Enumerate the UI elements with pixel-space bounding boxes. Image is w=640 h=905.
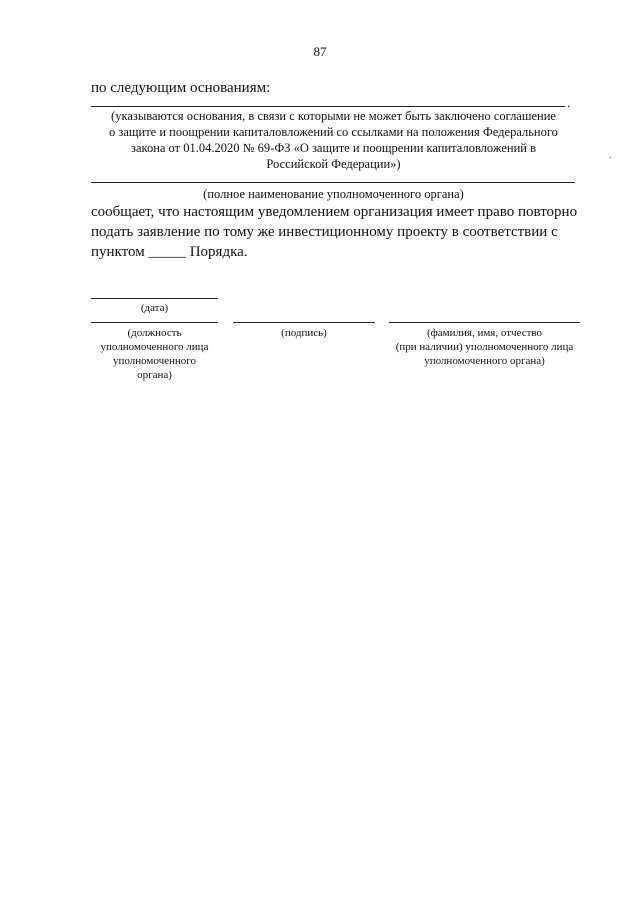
position-caption <box>91 326 218 382</box>
position-caption-line: (должность <box>127 327 182 339</box>
grounds-line-end: . <box>567 95 571 110</box>
margin-mark: . <box>609 150 612 161</box>
grounds-caption-line: о защите и поощрении капиталовложений со ссылками на положения Федерального <box>109 125 558 139</box>
full-name-caption-line: (при наличии) уполномоченного лица <box>395 341 574 353</box>
authority-caption: (полное наименование уполномоченного органа) <box>203 187 464 201</box>
full-name-caption-line: уполномоченного органа) <box>424 355 545 367</box>
notice-body <box>91 202 580 262</box>
signature-caption-line: (подпись) <box>281 327 327 339</box>
notice-body-line: сообщает, что настоящим уведомлением организация имеет право повторно <box>91 204 578 220</box>
notice-body-line: пунктом _____ Порядка. <box>91 244 248 260</box>
date-caption: (дата) <box>140 302 169 314</box>
signature-caption <box>233 326 375 340</box>
signature-line <box>233 322 375 323</box>
grounds-caption-line: (указываются основания, в связи с которыми не может быть заключено соглашение <box>111 109 556 123</box>
position-caption-line: уполномоченного лица <box>100 341 209 353</box>
full-name-caption <box>389 326 580 368</box>
position-caption-line: органа) <box>137 369 172 381</box>
full-name-line <box>389 322 580 323</box>
authority-line <box>91 182 575 183</box>
grounds-caption-line: закона от 01.04.2020 № 69-ФЗ «О защите и поощрении капиталовложений в <box>131 141 536 155</box>
page-number: 87 <box>313 44 327 59</box>
grounds-caption <box>91 108 576 172</box>
date-line <box>91 298 218 299</box>
position-caption-line: уполномоченного <box>112 355 196 367</box>
full-name-caption-line: (фамилия, имя, отчество <box>426 327 543 339</box>
grounds-caption-line: Российской Федерации») <box>266 157 401 171</box>
notice-body-line: подать заявление по тому же инвестиционному проекту в соответствии с <box>91 224 558 240</box>
position-line <box>91 322 218 323</box>
grounds-line <box>91 106 565 107</box>
intro-text: по следующим основаниям: <box>91 80 271 96</box>
